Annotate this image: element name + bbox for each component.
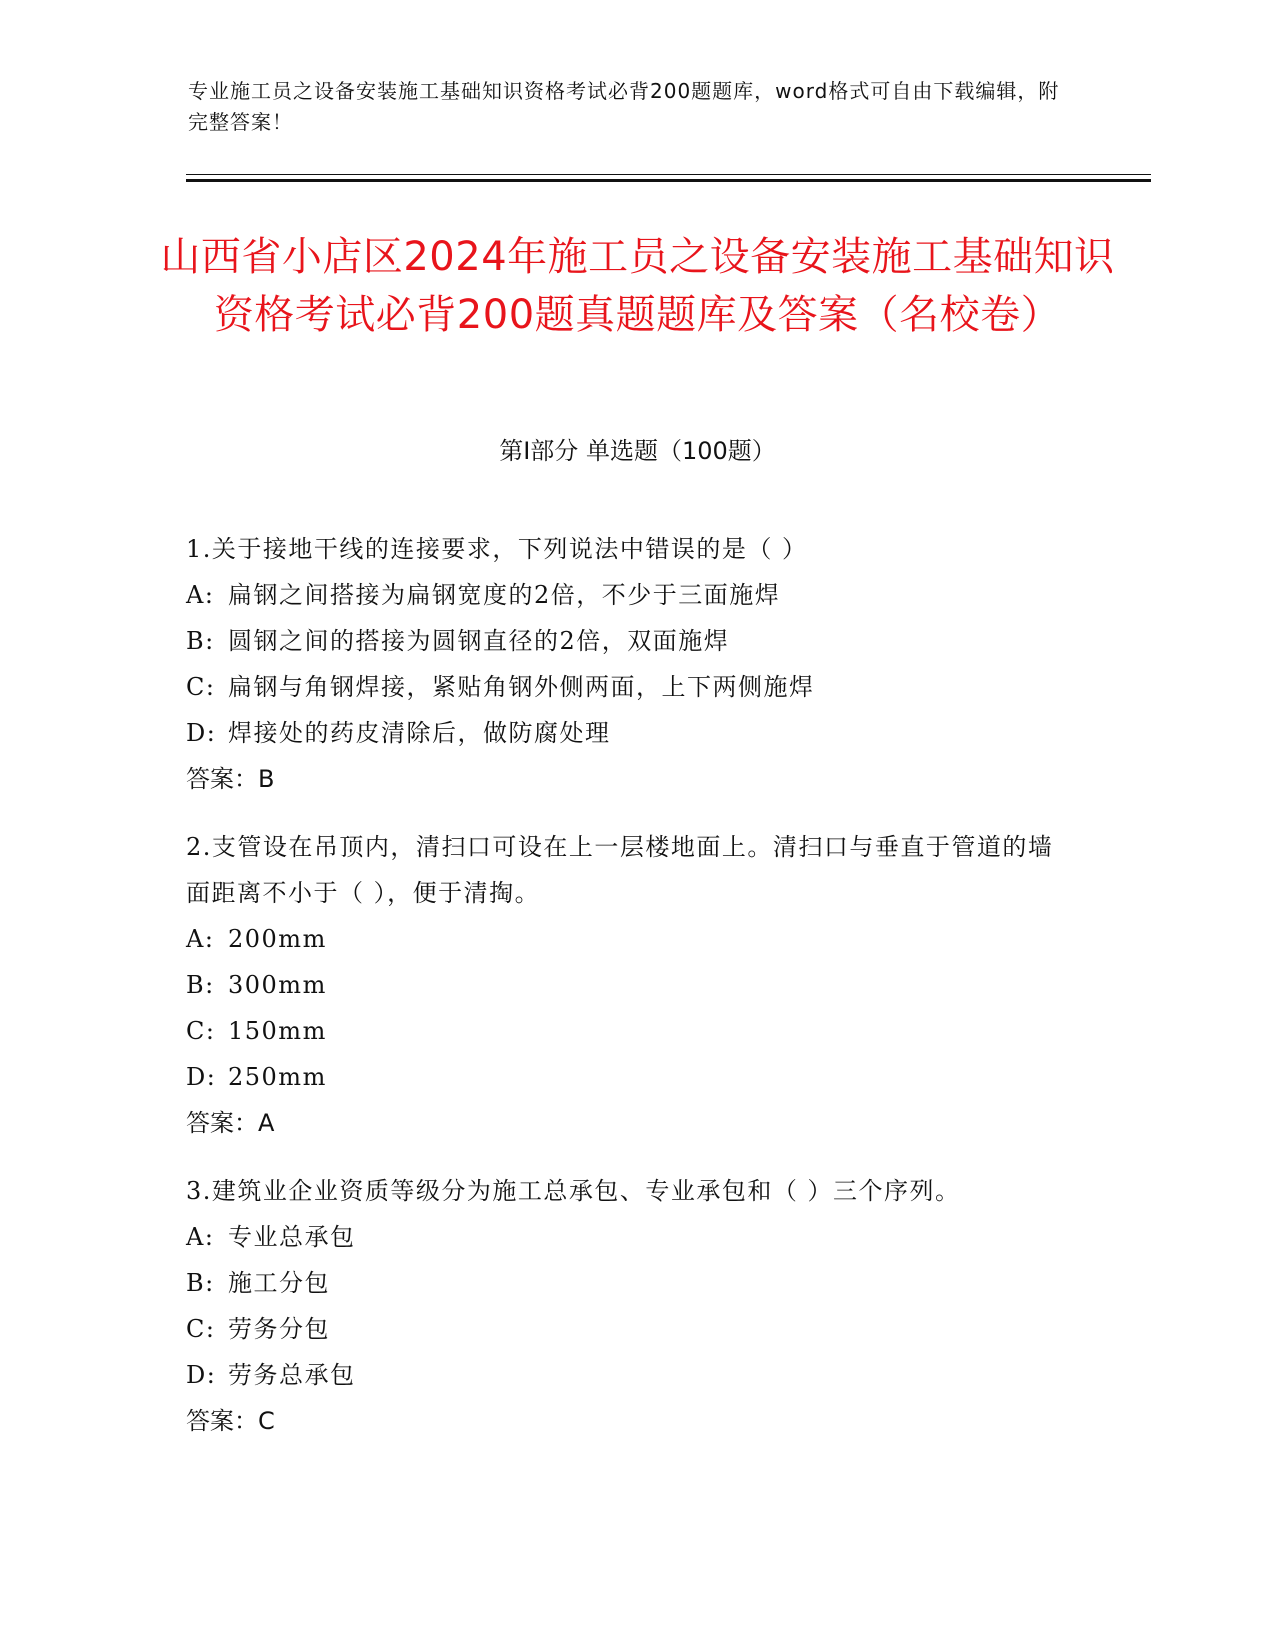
question-2 — [186, 824, 1076, 1146]
option-text: 劳务总承包 — [228, 1361, 356, 1389]
option-key: C: — [186, 1315, 216, 1343]
option-text: 专业总承包 — [228, 1223, 356, 1251]
option-key: B: — [186, 1269, 215, 1297]
option-key: D: — [186, 719, 217, 747]
header-rule-thin — [186, 174, 1151, 175]
answer-label: 答案： — [186, 1109, 258, 1137]
answer-line — [186, 756, 1076, 802]
question-stem: 1.关于接地干线的连接要求，下列说法中错误的是（ ） — [186, 535, 808, 563]
question-1 — [186, 526, 1076, 802]
option-key: A: — [186, 581, 215, 609]
header-rule-thick — [186, 179, 1151, 182]
answer-value: A — [258, 1109, 275, 1137]
option-key: A: — [186, 1223, 215, 1251]
option-c — [186, 1008, 1076, 1054]
option-a — [186, 1214, 1076, 1260]
header-note: 专业施工员之设备安装施工基础知识资格考试必背200题题库，word格式可自由下载编辑，附完整答案！ — [188, 79, 1060, 134]
answer-line — [186, 1398, 1076, 1444]
option-b — [186, 1260, 1076, 1306]
question-stem: 3.建筑业企业资质等级分为施工总承包、专业承包和（ ）三个序列。 — [186, 1177, 961, 1205]
option-key: B: — [186, 627, 215, 655]
option-b — [186, 962, 1076, 1008]
option-key: A: — [186, 925, 215, 953]
option-d — [186, 710, 1076, 756]
answer-line — [186, 1100, 1076, 1146]
option-a — [186, 572, 1076, 618]
document-title: 山西省小店区2024年施工员之设备安装施工基础知识资格考试必背200题真题题库及答案（名校卷） — [160, 234, 1115, 338]
section-heading: 第Ⅰ部分 单选题（100题） — [499, 437, 776, 465]
option-c — [186, 664, 1076, 710]
option-text: 150mm — [228, 1017, 327, 1045]
option-d — [186, 1352, 1076, 1398]
answer-value: B — [258, 765, 275, 793]
question-list — [186, 526, 1076, 1466]
option-text: 300mm — [228, 971, 327, 999]
option-c — [186, 1306, 1076, 1352]
option-text: 200mm — [228, 925, 327, 953]
option-text: 扁钢之间搭接为扁钢宽度的2倍，不少于三面施焊 — [228, 581, 781, 609]
option-key: B: — [186, 971, 215, 999]
option-d — [186, 1054, 1076, 1100]
option-text: 焊接处的药皮清除后，做防腐处理 — [228, 719, 611, 747]
option-a — [186, 916, 1076, 962]
option-key: C: — [186, 673, 216, 701]
option-key: D: — [186, 1063, 217, 1091]
option-key: D: — [186, 1361, 217, 1389]
question-3 — [186, 1168, 1076, 1444]
option-text: 劳务分包 — [228, 1315, 330, 1343]
option-key: C: — [186, 1017, 216, 1045]
answer-value: C — [258, 1407, 275, 1435]
question-stem: 2.支管设在吊顶内，清扫口可设在上一层楼地面上。清扫口与垂直于管道的墙面距离不小于（ ），便于清掏。 — [186, 833, 1054, 907]
answer-label: 答案： — [186, 1407, 258, 1435]
option-text: 施工分包 — [228, 1269, 330, 1297]
answer-label: 答案： — [186, 765, 258, 793]
option-text: 圆钢之间的搭接为圆钢直径的2倍，双面施焊 — [228, 627, 730, 655]
option-text: 250mm — [228, 1063, 327, 1091]
option-b — [186, 618, 1076, 664]
option-text: 扁钢与角钢焊接，紧贴角钢外侧两面，上下两侧施焊 — [228, 673, 815, 701]
